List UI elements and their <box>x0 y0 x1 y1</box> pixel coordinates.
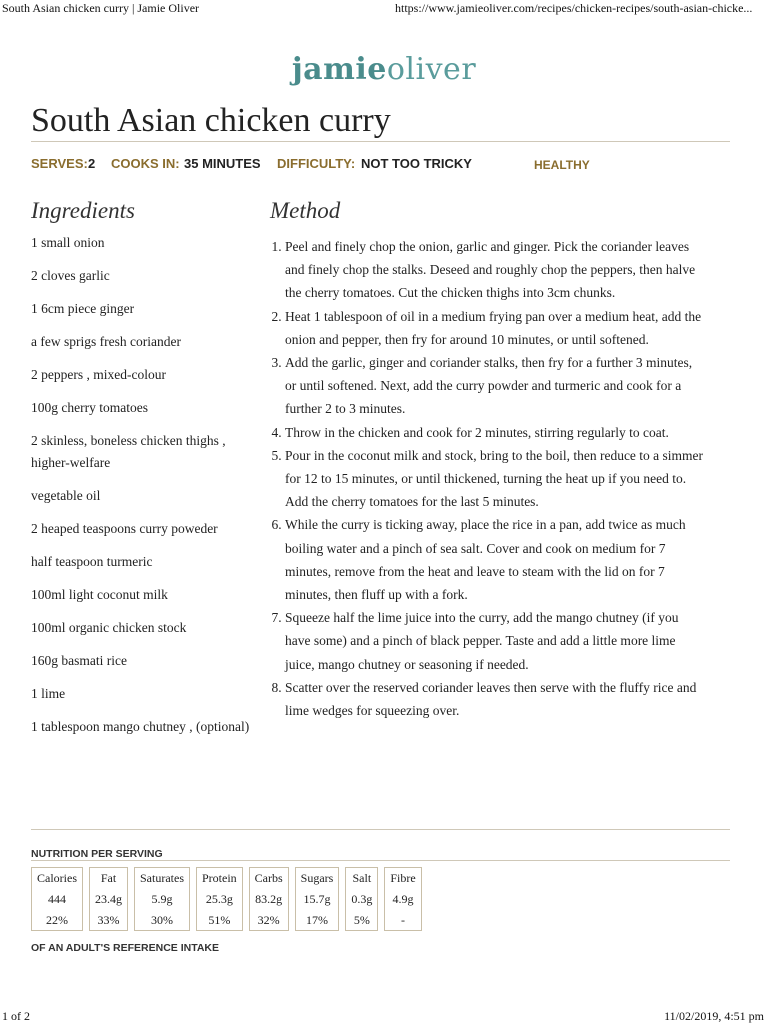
page-number: 1 of 2 <box>2 1009 30 1023</box>
nutrition-name: Carbs <box>254 871 283 885</box>
ingredient-item: 1 small onion <box>31 235 105 250</box>
nutrition-amount: 4.9g <box>392 892 414 906</box>
nutrition-percent: 22% <box>46 913 68 927</box>
method-step: 8. Scatter over the reserved coriander leaves then serve with the fluffy rice and lime wedges for squeezing over. <box>285 676 705 722</box>
print-header <box>0 0 768 16</box>
ingredient-item: 1 lime <box>31 686 66 701</box>
nutrition-percent: 32% <box>257 913 280 927</box>
nutrition-cell <box>295 867 340 931</box>
ingredient-item: 2 peppers , mixed-colour <box>31 367 166 382</box>
ingredient-item: a few sprigs fresh coriander <box>31 334 181 349</box>
recipe-title: South Asian chicken curry <box>31 102 391 139</box>
method-step: 2. Heat 1 tablespoon of oil in a medium frying pan over a medium heat, add the onion and pepper, then fry for around 10 minutes, or until softened. <box>285 305 705 351</box>
nutrition-cell <box>249 867 289 931</box>
nutrition-title: NUTRITION PER SERVING <box>31 848 163 860</box>
nutrition-name: Protein <box>202 871 237 885</box>
nutrition-name: Salt <box>352 871 372 885</box>
nutrition-amount: 15.7g <box>303 892 331 906</box>
print-footer <box>0 1009 768 1024</box>
serves-value: 2 <box>88 156 96 171</box>
nutrition-percent: 33% <box>97 913 120 927</box>
cooks-label: COOKS IN: <box>111 156 180 171</box>
ingredient-item: vegetable oil <box>31 488 101 503</box>
nutrition-percent: 5% <box>353 913 370 927</box>
nutrition-table <box>31 867 422 931</box>
nutrition-cell <box>89 867 128 931</box>
ingredient-item: 100ml organic chicken stock <box>31 620 187 635</box>
nutrition-divider-top <box>31 829 730 830</box>
healthy-tag: HEALTHY <box>534 158 590 172</box>
nutrition-name: Fat <box>100 871 117 885</box>
serves-label: SERVES: <box>31 156 88 171</box>
ingredient-item: half teaspoon turmeric <box>31 554 153 569</box>
method-list <box>268 235 705 722</box>
nutrition-amount: 0.3g <box>351 892 373 906</box>
nutrition-name: Saturates <box>140 871 184 885</box>
reference-intake-note: OF AN ADULT'S REFERENCE INTAKE <box>31 942 219 954</box>
nutrition-name: Calories <box>37 871 77 885</box>
nutrition-cell <box>384 867 421 931</box>
ingredient-item: 2 skinless, boneless chicken thighs , higher-welfare <box>31 433 226 470</box>
ingredient-item: 160g basmati rice <box>31 653 127 668</box>
ingredients-heading: Ingredients <box>31 198 135 223</box>
recipe-meta <box>31 156 731 174</box>
difficulty-value: NOT TOO TRICKY <box>361 156 472 171</box>
nutrition-percent: 30% <box>151 913 173 927</box>
ingredient-item: 2 cloves garlic <box>31 268 110 283</box>
logo-last: oliver <box>386 52 477 87</box>
ingredient-item: 1 tablespoon mango chutney , (optional) <box>31 719 250 734</box>
nutrition-amount: 5.9g <box>151 892 173 906</box>
print-page-title: South Asian chicken curry | Jamie Oliver <box>2 1 200 15</box>
nutrition-percent: - <box>401 913 406 927</box>
method-step: 1. Peel and finely chop the onion, garlic and ginger. Pick the coriander leaves and finely chop the stalks. Deseed and roughly chop the peppers, then halve the cherry tomatoes. Cut the chicken thighs into 3cm chunks. <box>285 235 705 305</box>
method-step: 3. Add the garlic, ginger and coriander stalks, then fry for a further 3 minutes, or until softened. Next, add the curry powder and turmeric and cook for a further 2 to 3 minutes. <box>285 351 705 421</box>
nutrition-amount: 23.4g <box>95 892 122 906</box>
ingredient-item: 100ml light coconut milk <box>31 587 168 602</box>
print-url: https://www.jamieoliver.com/recipes/chicken-recipes/south-asian-chicke... <box>395 1 753 15</box>
method-step: 4. Throw in the chicken and cook for 2 minutes, stirring regularly to coat. <box>285 421 705 444</box>
method-step: 5. Pour in the coconut milk and stock, bring to the boil, then reduce to a simmer for 12 to 15 minutes, or until thickened, turning the heat up if you need to. Add the cherry tomatoes for the last 5 minutes. <box>285 444 705 514</box>
method-step: 7. Squeeze half the lime juice into the curry, add the mango chutney (if you have some) and a pinch of black pepper. Taste and add a little more lime juice, mango chutney or seasoning if needed. <box>285 606 705 676</box>
cooks-value: 35 MINUTES <box>184 156 261 171</box>
nutrition-amount: 444 <box>48 892 66 906</box>
print-timestamp: 11/02/2019, 4:51 pm <box>664 1009 764 1023</box>
ingredient-item: 100g cherry tomatoes <box>31 400 148 415</box>
logo-first: jamie <box>291 52 387 87</box>
ingredient-item: 2 heaped teaspoons curry poweder <box>31 521 218 536</box>
method-step: 6. While the curry is ticking away, place the rice in a pan, add twice as much boiling water and a pinch of sea salt. Cover and cook on medium for 7 minutes, remove from the heat and leave to steam with the lid on for 7 minutes, then fluff up with a fork. <box>285 513 705 606</box>
nutrition-cell <box>31 867 83 931</box>
nutrition-name: Sugars <box>300 871 334 885</box>
nutrition-amount: 25.3g <box>205 892 233 906</box>
ingredients-list <box>31 232 261 749</box>
method-heading: Method <box>270 198 341 223</box>
nutrition-divider <box>31 860 730 861</box>
nutrition-cell <box>196 867 243 931</box>
nutrition-name: Fibre <box>390 871 416 885</box>
nutrition-percent: 17% <box>306 913 328 927</box>
nutrition-cell <box>134 867 190 931</box>
ingredient-item: 1 6cm piece ginger <box>31 301 135 316</box>
nutrition-percent: 51% <box>208 913 231 927</box>
site-logo <box>0 52 768 87</box>
nutrition-amount: 83.2g <box>255 892 283 906</box>
title-divider <box>31 141 730 142</box>
nutrition-cell <box>345 867 378 931</box>
difficulty-label: DIFFICULTY: <box>277 156 356 171</box>
